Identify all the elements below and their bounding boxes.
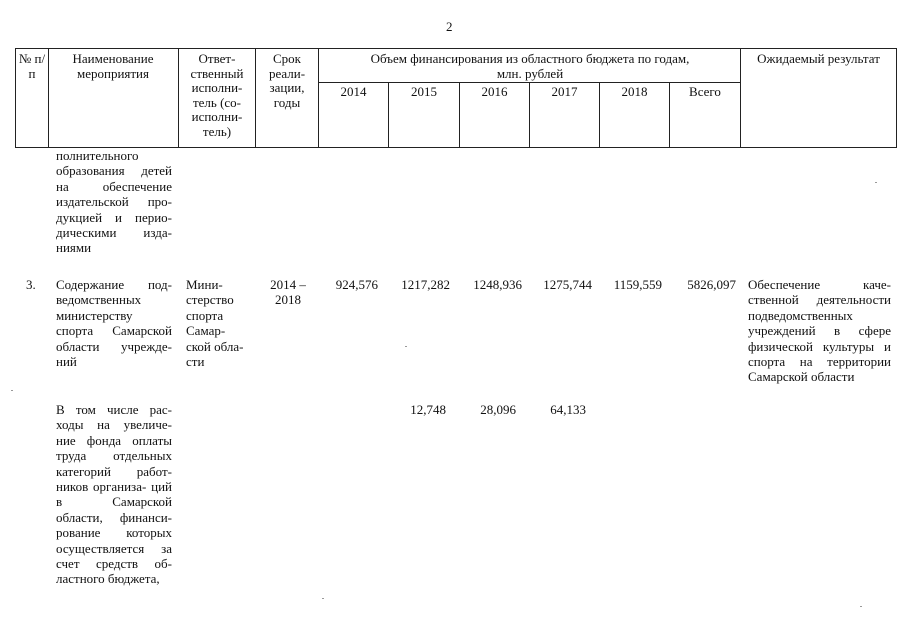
header-year-2017: 2017 <box>551 84 578 99</box>
value-2017: 1275,744 <box>543 277 592 292</box>
scan-speck <box>322 598 324 599</box>
header-total: Всего <box>689 84 721 99</box>
row-term: 2014 – 2018 <box>270 277 306 308</box>
header-year-2014: 2014 <box>340 84 367 99</box>
header-responsible: Ответ- ственный исполни- тель (со- исполни- тель) <box>190 51 244 139</box>
header-year-2018: 2018 <box>621 84 648 99</box>
subrow-name: В том числе рас- ходы на увеличе- ние фонда оплаты труда отдельных категорий работ- ников организа- ций в Самарской области, финанси- рование которых осуществляется за счет средств об- ластного бюджета, <box>56 402 172 587</box>
value-2014: 924,576 <box>335 277 378 292</box>
header-term: Срок реали- зации, годы <box>268 51 306 110</box>
header-num: № п/п <box>18 51 46 81</box>
value-2018: 1159,559 <box>613 277 662 292</box>
row-responsible: Мини- стерство спорта Самар- ской обла- сти <box>186 277 244 370</box>
subrow-value-2017: 64,133 <box>550 402 586 417</box>
header-year-2016: 2016 <box>481 84 508 99</box>
scan-speck <box>11 390 13 391</box>
row-result: Обеспечение каче- ственной деятельности подведомственных учреждений в сфере физической культуры и спорта на территории Самарской области <box>748 277 891 385</box>
page-number: 2 <box>446 19 453 34</box>
header-funding: Объем финансирования из областного бюджета по годам, млн. рублей <box>370 51 690 81</box>
scan-speck <box>405 346 407 347</box>
header-name: Наименование мероприятия <box>72 51 154 81</box>
row-number: 3. <box>26 277 36 292</box>
subrow-value-2016: 28,096 <box>480 402 516 417</box>
scan-speck <box>860 606 862 607</box>
scan-speck <box>875 182 877 183</box>
table-top-border <box>15 48 897 49</box>
subrow-value-2015: 12,748 <box>410 402 446 417</box>
value-2015: 1217,282 <box>401 277 450 292</box>
header-result: Ожидаемый результат <box>757 51 880 66</box>
continuation-text: полнительного образования детей на обеспечение издательской про- дукцией и перио- дическими изда- ниями <box>56 148 172 256</box>
header-year-2015: 2015 <box>411 84 437 99</box>
value-total: 5826,097 <box>687 277 736 292</box>
value-2016: 1248,936 <box>473 277 522 292</box>
row-name: Содержание под- ведомственных министерству спорта Самарской области учрежде- ний <box>56 277 172 370</box>
